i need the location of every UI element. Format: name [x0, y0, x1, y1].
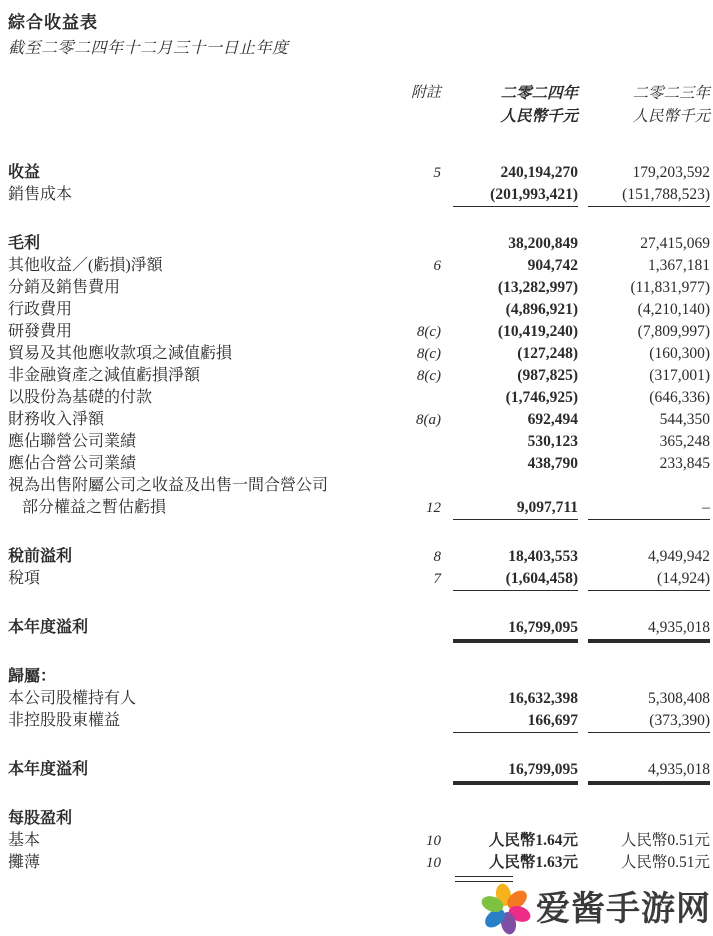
value-2023: (4,210,140) [637, 301, 710, 318]
row-note: 8 [433, 549, 441, 565]
row-label: 基本 [8, 832, 41, 849]
row-note [393, 277, 453, 299]
table-row [0, 546, 713, 568]
row-note [393, 299, 453, 321]
value-2024: (13,282,997) [497, 279, 578, 296]
row-note: 6 [433, 258, 441, 274]
value-2023: 人民幣0.51元 [620, 854, 710, 871]
row-note [393, 475, 453, 497]
value-2024 [453, 666, 578, 688]
row-label: 以股份為基礎的付款 [8, 389, 153, 406]
value-2024: (1,746,925) [505, 389, 578, 406]
table-row [0, 688, 713, 710]
row-note [393, 759, 453, 782]
table-row [0, 277, 713, 299]
watermark [479, 882, 711, 936]
row-note: 7 [433, 571, 441, 587]
value-2024: 人民幣1.63元 [453, 852, 578, 874]
section-spacer [0, 590, 713, 617]
value-2024: 904,742 [527, 257, 578, 274]
row-note: 8(c) [416, 324, 441, 340]
row-label: 其他收益／(虧損)淨額 [8, 257, 163, 274]
value-2023: (14,924) [588, 568, 710, 591]
value-2023: 233,845 [659, 455, 710, 472]
table-row [0, 497, 713, 519]
row-label: 稅前溢利 [8, 548, 73, 565]
row-label: 本公司股權持有人 [8, 690, 137, 707]
value-2024: (1,604,458) [453, 568, 578, 591]
row-note [393, 387, 453, 409]
value-2024: 530,123 [527, 433, 578, 450]
row-label: 部分權益之暫估虧損 [22, 499, 167, 516]
header-row-years [0, 82, 713, 105]
row-label: 收益 [8, 164, 41, 181]
value-2023: (646,336) [649, 389, 710, 406]
page-title: 綜合收益表 [8, 13, 98, 32]
row-label: 毛利 [8, 235, 41, 252]
value-2023: – [588, 497, 710, 520]
row-label: 攤薄 [8, 854, 41, 871]
row-label: 稅項 [8, 570, 41, 587]
table-row [0, 808, 713, 830]
value-2024: 人民幣1.64元 [488, 832, 578, 849]
value-2024 [453, 808, 578, 830]
section-spacer [0, 206, 713, 233]
row-label: 非金融資產之減值虧損淨額 [8, 367, 201, 384]
value-2023: 365,248 [659, 433, 710, 450]
value-2024: 16,799,095 [453, 759, 578, 782]
row-label: 行政費用 [8, 301, 73, 318]
table-row [0, 387, 713, 409]
value-2023: 4,935,018 [588, 759, 710, 782]
value-2023: 544,350 [659, 411, 710, 428]
row-note: 10 [426, 833, 441, 849]
value-2023: 人民幣0.51元 [620, 832, 710, 849]
row-label: 本年度溢利 [8, 761, 89, 778]
value-2023: 27,415,069 [640, 235, 710, 252]
row-label: 本年度溢利 [8, 619, 89, 636]
row-note: 8(a) [416, 412, 441, 428]
row-label: 應佔合營公司業績 [8, 455, 137, 472]
table-row [0, 830, 713, 852]
table-row [0, 255, 713, 277]
value-2023: (151,788,523) [588, 184, 710, 207]
section-spacer [0, 732, 713, 759]
statement-rows [0, 162, 713, 874]
table-row [0, 759, 713, 781]
value-2023: (317,001) [649, 367, 710, 384]
row-note [393, 453, 453, 475]
value-2024: 240,194,270 [500, 164, 578, 181]
row-note [393, 710, 453, 733]
row-label: 分銷及銷售費用 [8, 279, 121, 296]
value-2024: (201,993,421) [453, 184, 578, 207]
value-2024 [453, 475, 578, 497]
table-row [0, 568, 713, 590]
row-note [393, 808, 453, 830]
value-2024: 38,200,849 [508, 235, 578, 252]
value-2024: 18,403,553 [508, 548, 578, 565]
row-note: 10 [426, 855, 441, 871]
value-2023 [588, 475, 710, 497]
row-note: 5 [433, 165, 441, 181]
table-header [0, 82, 713, 128]
row-note: 12 [426, 500, 441, 516]
value-2024: (4,896,921) [505, 301, 578, 318]
row-note [393, 431, 453, 453]
value-2024: (10,419,240) [497, 323, 578, 340]
value-2023 [588, 808, 710, 830]
value-2024: 166,697 [453, 710, 578, 733]
row-label: 視為出售附屬公司之收益及出售一間合營公司 [8, 477, 329, 494]
row-note [393, 233, 453, 255]
value-2024: 9,097,711 [453, 497, 578, 520]
value-2023: (160,300) [649, 345, 710, 362]
table-row [0, 710, 713, 732]
flower-logo-icon [479, 882, 533, 936]
table-row [0, 299, 713, 321]
value-2023: 4,949,942 [648, 548, 710, 565]
table-row [0, 617, 713, 639]
column-header-2024: 二零二四年 [500, 85, 578, 102]
value-2023: (7,809,997) [637, 323, 710, 340]
header-spacer [8, 82, 393, 105]
row-note [393, 184, 453, 207]
watermark-text: 爱酱手游网 [536, 890, 711, 928]
row-note [393, 617, 453, 640]
value-2024: 16,632,398 [508, 690, 578, 707]
value-2024: 16,799,095 [453, 617, 578, 640]
value-2023: (373,390) [588, 710, 710, 733]
header-row-units [0, 105, 713, 128]
table-row [0, 409, 713, 431]
table-row [0, 321, 713, 343]
value-2023: 1,367,181 [648, 257, 710, 274]
table-row [0, 453, 713, 475]
value-2024: 438,790 [527, 455, 578, 472]
row-note: 8(c) [416, 368, 441, 384]
row-label: 財務收入淨額 [8, 411, 105, 428]
row-label: 應佔聯營公司業績 [8, 433, 137, 450]
table-row [0, 233, 713, 255]
section-spacer [0, 639, 713, 666]
row-label: 歸屬： [8, 668, 57, 685]
column-header-2023: 二零二三年 [632, 85, 710, 102]
unit-header-2023: 人民幣千元 [632, 108, 710, 125]
page-subtitle: 截至二零二四年十二月三十一日止年度 [8, 40, 289, 57]
table-row [0, 666, 713, 688]
row-note [393, 666, 453, 688]
table-row [0, 852, 713, 874]
note-column-header: 附註 [410, 85, 441, 101]
row-note [393, 688, 453, 710]
row-label: 非控股股東權益 [8, 712, 121, 729]
section-spacer [0, 781, 713, 808]
value-2023: 5,308,408 [648, 690, 710, 707]
row-note: 8(c) [416, 346, 441, 362]
value-2023: (11,831,977) [630, 279, 710, 296]
unit-header-2024: 人民幣千元 [500, 108, 578, 125]
value-2024: (987,825) [517, 367, 578, 384]
row-label: 貿易及其他應收款項之減值虧損 [8, 345, 233, 362]
row-label: 銷售成本 [8, 186, 73, 203]
section-spacer [0, 519, 713, 546]
value-2024: (127,248) [517, 345, 578, 362]
row-label: 研發費用 [8, 323, 73, 340]
table-row [0, 184, 713, 206]
table-row [0, 431, 713, 453]
value-2023 [588, 666, 710, 688]
table-row [0, 365, 713, 387]
row-label: 每股盈利 [8, 810, 73, 827]
value-2023: 4,935,018 [588, 617, 710, 640]
value-2024: 692,494 [527, 411, 578, 428]
table-row [0, 343, 713, 365]
value-2023: 179,203,592 [632, 164, 710, 181]
table-row [0, 475, 713, 497]
table-row [0, 162, 713, 184]
